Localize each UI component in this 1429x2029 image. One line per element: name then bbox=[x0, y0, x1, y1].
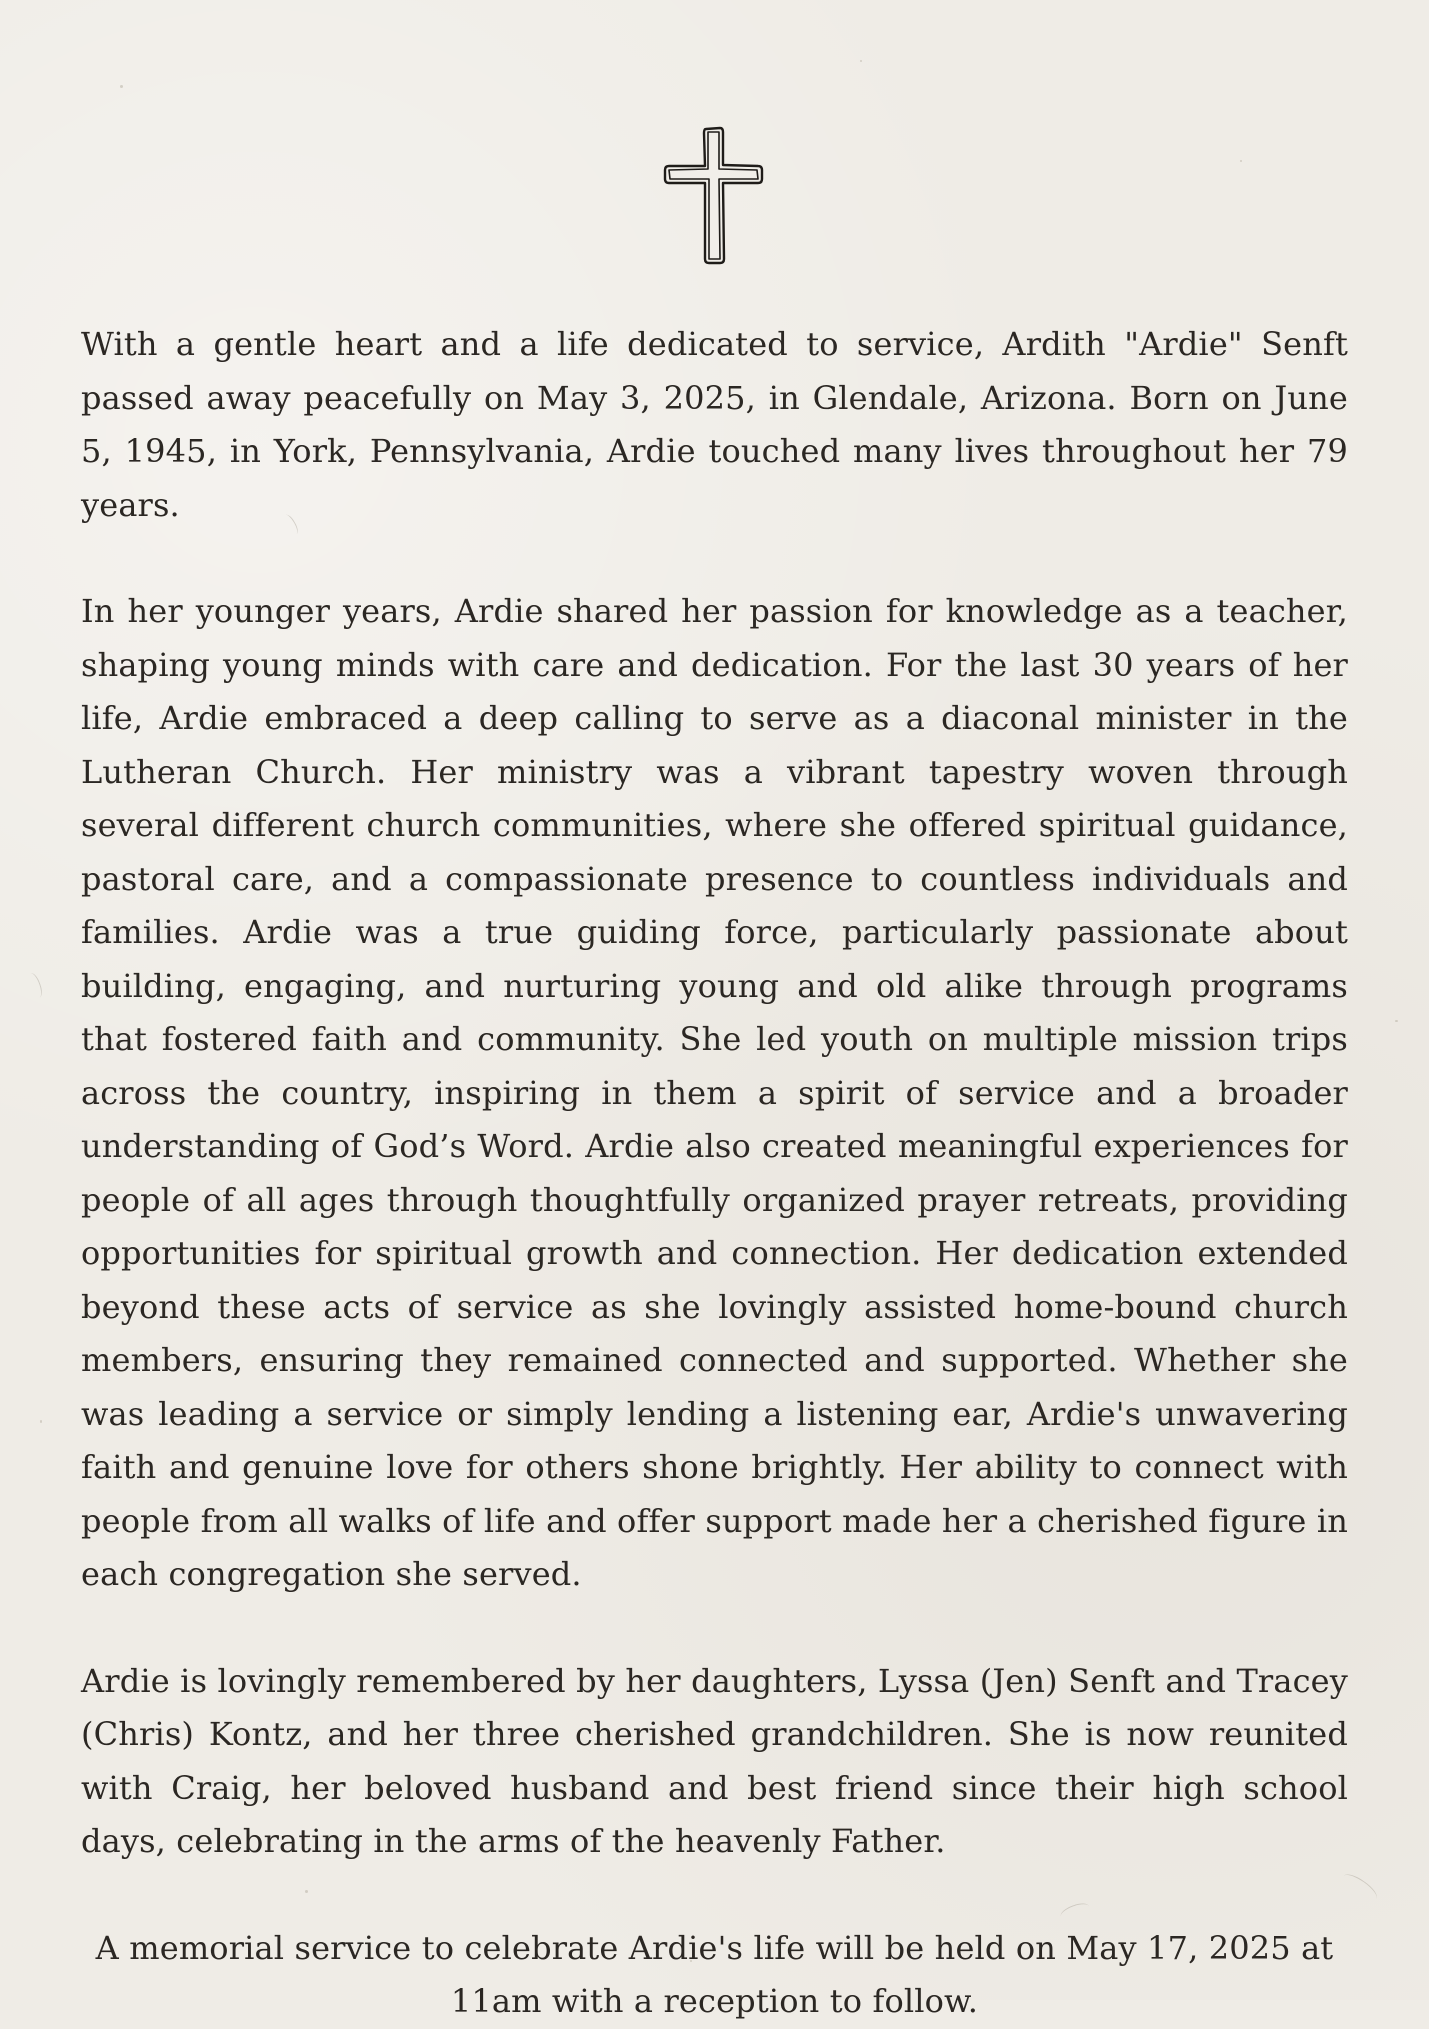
obituary-paragraph-intro: With a gentle heart and a life dedicated to service, Ardith "Ardie" Senft passed away peacefully on May 3, 2025, in Glendale, Arizona. Born on June 5, 1945, in York, Pennsylvania, Ardie touched many lives throughout her 79 years. bbox=[81, 325, 1348, 524]
cross-icon bbox=[662, 125, 766, 267]
paper-fleck bbox=[40, 1420, 42, 1423]
paper-fleck bbox=[860, 60, 862, 62]
memorial-service-notice: A memorial service to celebrate Ardie's life will be held on May 17, 2025 at 11am with a reception to follow. bbox=[95, 1928, 1334, 2020]
obituary-text bbox=[81, 318, 1348, 2029]
obituary-paragraph-family: Ardie is lovingly remembered by her daughters, Lyssa (Jen) Senft and Tracey (Chris) Kontz, and her three cherished grandchildren. She is now reunited with Craig, her beloved husband and best friend since their high school days, celebrating in the arms of the heavenly Father. bbox=[81, 1661, 1348, 1860]
paper-fleck bbox=[1395, 1020, 1398, 1022]
paper-fiber bbox=[25, 971, 44, 999]
obituary-paragraph-life: In her younger years, Ardie shared her passion for knowledge as a teacher, shaping young minds with care and dedication. For the last 30 years of her life, Ardie embraced a deep calling to serve as a diaconal minister in the Lutheran Church. Her ministry was a vibrant tapestry woven through several different church communities, where she offered spiritual guidance, pastoral care, and a compassionate presence to countless individuals and families. Ardie was a true guiding force, particularly passionate about building, engaging, and nurturing young and old alike through programs that fostered faith and community. She led youth on multiple mission trips across the country, inspiring in them a spirit of service and a broader understanding of God’s Word. Ardie also created meaningful experiences for people of all ages through thoughtfully organized prayer retreats, providing opportunities for spiritual growth and connection. Her dedication extended beyond these acts of service as she lovingly assisted home-bound church members, ensuring they remained connected and supported. Whether she was leading a service or simply lending a listening ear, Ardie's unwavering faith and genuine love for others shone brightly. Her ability to connect with people from all walks of life and offer support made her a cherished figure in each congregation she served. bbox=[81, 592, 1348, 1593]
paper-fleck bbox=[120, 85, 123, 88]
paper-fleck bbox=[1240, 160, 1242, 162]
